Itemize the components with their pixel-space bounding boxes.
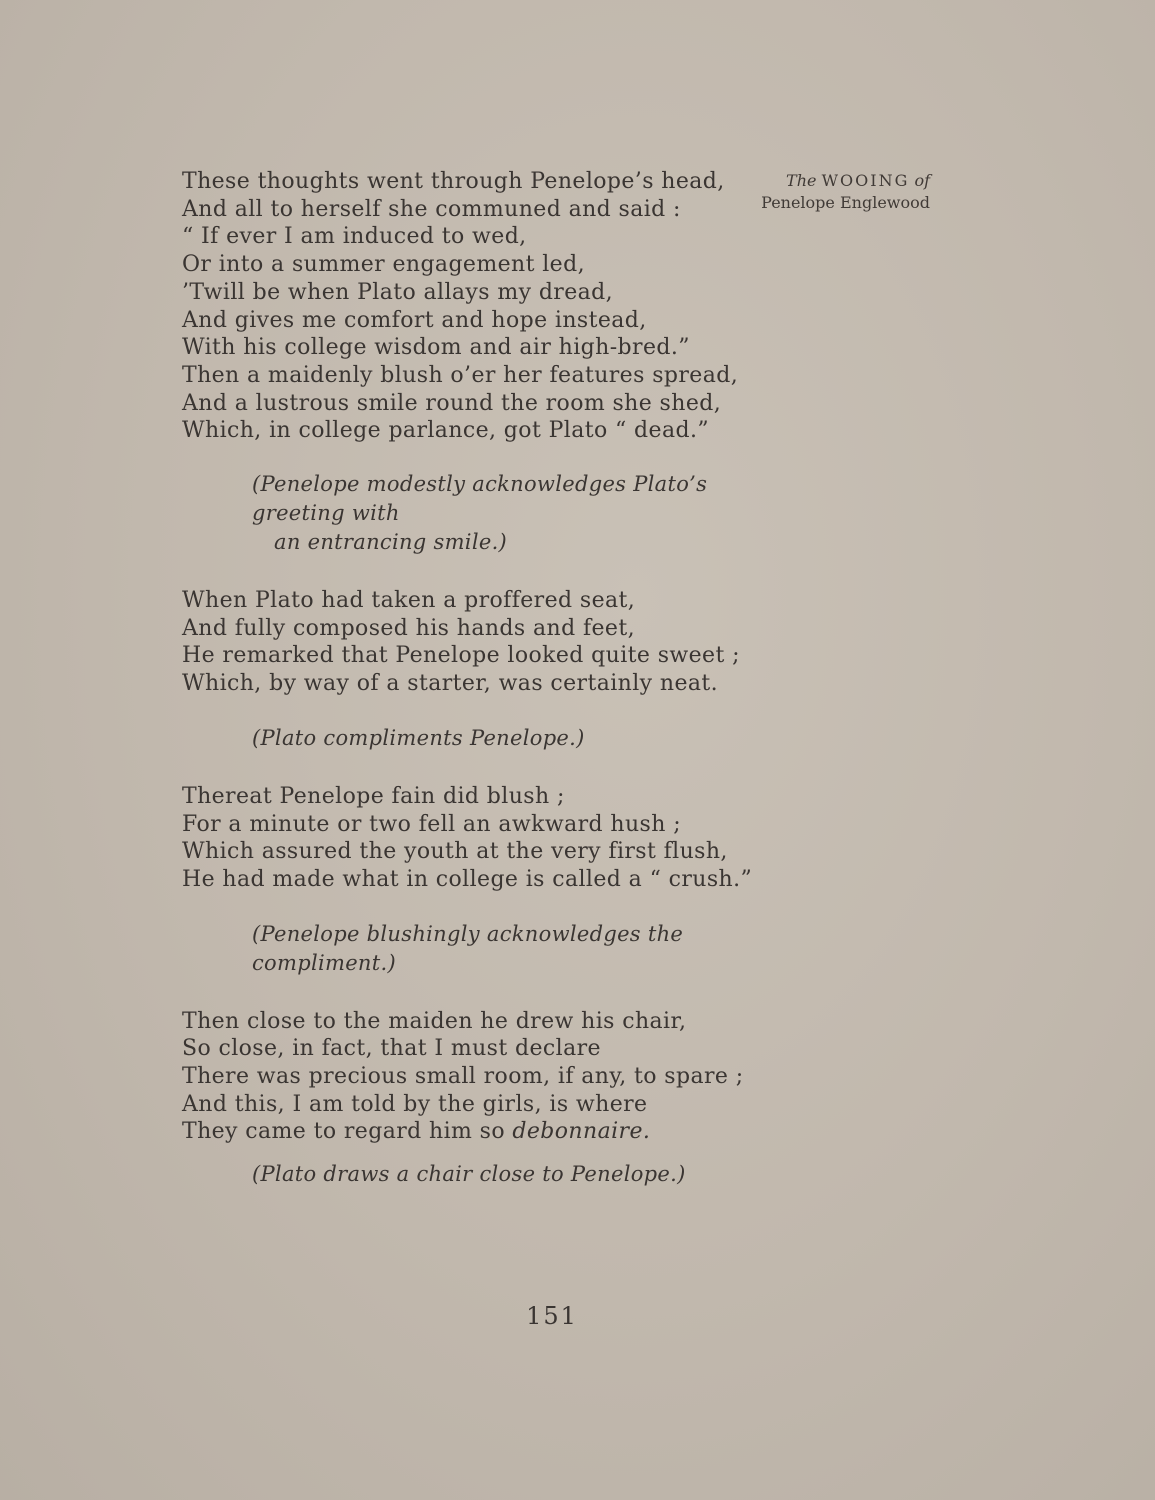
verse-line: Then a maidenly blush o’er her features spread, <box>182 362 739 388</box>
stanza-2 <box>182 587 802 698</box>
verse-line: ’Twill be when Plato allays my dread, <box>182 279 614 305</box>
verse-line: And gives me comfort and hope instead, <box>182 307 647 333</box>
poem-text <box>182 168 802 1189</box>
running-head-of: of <box>914 171 930 190</box>
verse-line: And all to herself she communed and said : <box>182 196 681 222</box>
stage-direction-3: (Penelope blushingly acknowledges the compliment.) <box>252 921 684 975</box>
verse-line-last <box>182 1118 802 1146</box>
verse-line: He remarked that Penelope looked quite sweet ; <box>182 643 740 669</box>
verse-line: Or into a summer engagement led, <box>182 252 585 278</box>
verse-line: With his college wisdom and air high-bred.” <box>182 335 690 361</box>
stanza-1 <box>182 168 802 445</box>
stage-direction-1-line1: (Penelope modestly acknowledges Plato’s greeting with <box>252 472 708 526</box>
verse-line: Then close to the maiden he drew his chair, <box>182 1008 687 1034</box>
verse-line: Which assured the youth at the very first flush, <box>182 839 728 865</box>
verse-line: There was precious small room, if any, to spare ; <box>182 1064 744 1090</box>
verse-line: So close, in fact, that I must declare <box>182 1036 601 1062</box>
running-head-the: The <box>786 171 817 190</box>
verse-line: When Plato had taken a proffered seat, <box>182 588 636 614</box>
verse-line: For a minute or two fell an awkward hush ; <box>182 811 682 837</box>
verse-line: And this, I am told by the girls, is where <box>182 1091 648 1117</box>
stage-direction-1 <box>182 470 802 557</box>
page-number: 151 <box>526 1302 578 1330</box>
stage-direction-4: (Plato draws a chair close to Penelope.) <box>252 1162 686 1187</box>
verse-line-last-italic: debonnaire. <box>512 1119 651 1145</box>
stage-direction-1-line2: an entrancing smile.) <box>274 530 508 555</box>
verse-line: Thereat Penelope fain did blush ; <box>182 783 565 809</box>
verse-line: And a lustrous smile round the room she shed, <box>182 390 722 416</box>
running-head-wooing: WOOING <box>821 171 910 190</box>
verse-line: Which, in college parlance, got Plato “ dead.” <box>182 418 709 444</box>
verse-line: Which, by way of a starter, was certainly neat. <box>182 671 719 697</box>
running-head-subtitle: Penelope Englewood <box>761 193 930 212</box>
verse-line: He had made what in college is called a “ crush.” <box>182 866 753 892</box>
verse-line-last-text: They came to regard him so <box>182 1119 505 1145</box>
stage-direction-2: (Plato compliments Penelope.) <box>252 725 585 750</box>
stanza-3 <box>182 783 802 894</box>
verse-line: “ If ever I am induced to wed, <box>182 224 527 250</box>
verse-line: And fully composed his hands and feet, <box>182 615 635 641</box>
verse-line: These thoughts went through Penelope’s head, <box>182 169 725 194</box>
stanza-4 <box>182 1008 802 1147</box>
